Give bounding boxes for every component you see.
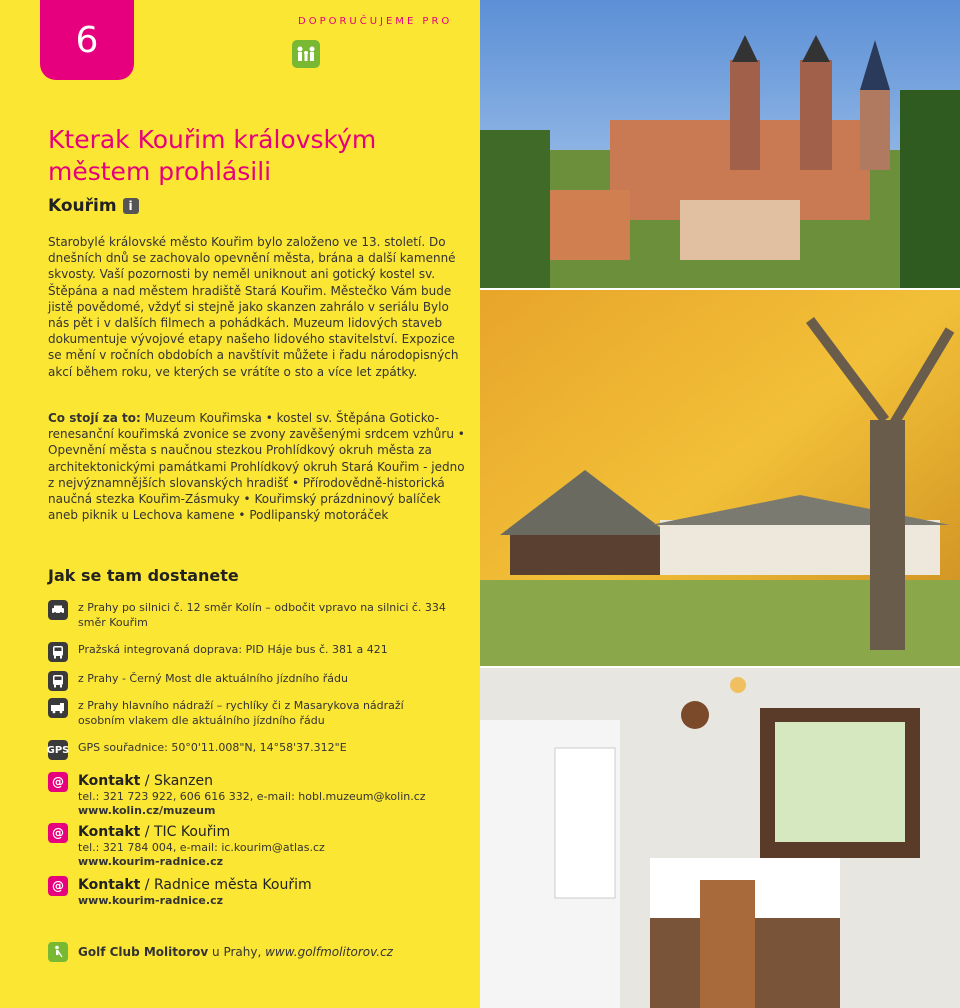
- golf-line: [48, 942, 448, 962]
- info-icon: i: [123, 198, 139, 214]
- recommend-label: DOPORUČUJEME PRO: [298, 16, 453, 27]
- contact-web[interactable]: www.kolin.cz/muzeum: [78, 804, 216, 817]
- location-name: Kouřim: [48, 196, 117, 216]
- bus-icon: [48, 671, 68, 691]
- town-photo: [480, 0, 960, 288]
- directions-train: [48, 698, 448, 728]
- directions-car: [48, 600, 448, 630]
- directions-bus-pid: [48, 642, 448, 662]
- at-icon: @: [48, 823, 68, 843]
- contact-tic: [48, 823, 448, 869]
- location-heading: [48, 196, 139, 216]
- skanzen-autumn-photo: [480, 290, 960, 666]
- contact-phone: tel.: 321 784 004, e-mail: ic.kourim@atlas.cz: [78, 841, 325, 854]
- interior-photo: [480, 668, 960, 1008]
- contact-label: Kontakt: [78, 773, 141, 789]
- bus-cerny-most-text: z Prahy - Černý Most dle aktuálního jízdního řádu: [78, 672, 348, 685]
- directions-bus-cerny-most: [48, 671, 448, 691]
- at-icon: @: [48, 772, 68, 792]
- directions-gps: [48, 740, 448, 760]
- contact-label: Kontakt: [78, 824, 141, 840]
- sights-text: Muzeum Kouřimska • kostel sv. Štěpána Goticko-renesanční kouřimská zvonice se zvony zavěšenými srdcem vzhůru • Opevnění města s naučnou stezkou Prohlídkový okruh města za architektonickými památkami Prohlídkový okruh Stará Kouřim - jedno z nejvýznamnějších slovanských hradišť • Přírodovědně-historická naučná stezka Kouřim-Zásmuky • Kouřimský prázdninový balíček aneb piknik u Lechova kamene • Podlipanský motoráček: [48, 411, 465, 523]
- golf-web[interactable]: www.golfmolitorov.cz: [265, 945, 393, 959]
- contact-skanzen: [48, 772, 448, 818]
- contact-web[interactable]: www.kourim-radnice.cz: [78, 894, 223, 907]
- bus-icon: [48, 642, 68, 662]
- golf-name: Golf Club Molitorov: [78, 945, 209, 959]
- golf-rest: u Prahy,: [208, 945, 266, 959]
- car-directions-text: z Prahy po silnici č. 12 směr Kolín – odbočit vpravo na silnici č. 334 směr Kouřim: [78, 601, 446, 629]
- train-icon: [48, 698, 68, 718]
- contact-radnice: [48, 876, 448, 908]
- golf-icon: [48, 942, 68, 962]
- photo-column: [480, 0, 960, 1008]
- train-text: z Prahy hlavního nádraží – rychlíky či z Masarykova nádraží osobním vlakem dle aktuálního jízdního řádu: [78, 699, 404, 727]
- page-title: Kterak Kouřim královským městem prohlásili: [48, 125, 377, 186]
- gps-text: GPS souřadnice: 50°0'11.008"N, 14°58'37.312"E: [78, 741, 347, 754]
- contact-name: / Radnice města Kouřim: [144, 877, 312, 893]
- at-icon: @: [48, 876, 68, 896]
- directions-heading: Jak se tam dostanete: [48, 566, 239, 585]
- contact-web[interactable]: www.kourim-radnice.cz: [78, 855, 223, 868]
- gps-icon: GPS: [48, 740, 68, 760]
- contact-name: / TIC Kouřim: [144, 824, 231, 840]
- intro-text: Starobylé královské město Kouřim bylo založeno ve 13. století. Do dnešních dnů se zachovalo opevnění města, brána a další kamenné skvosty. Vaší pozornosti by neměl uniknout ani gotický kostel sv. Štěpána a nad městem hradiště Stará Kouřim. Městečko Vám bude jistě povědomé, vždyť si stejně jako skanzen zahrálo v seriálu Bylo nás pět i v dalších filmech a pohádkách. Muzeum lidových staveb dokumentuje vývojové etapy našeho lidového stavitelství. Expozice se mění v ročních obdobích a navštívit můžete i řadu národopisných akcí během roku, ve kterých se vrátíte o sto a více let zpátky.: [48, 235, 459, 379]
- page-number-badge: 6: [40, 0, 134, 80]
- sights-paragraph: [48, 410, 468, 523]
- contact-label: Kontakt: [78, 877, 141, 893]
- car-icon: [48, 600, 68, 620]
- contact-phone: tel.: 321 723 922, 606 616 332, e-mail: hobl.muzeum@kolin.cz: [78, 790, 426, 803]
- sights-label: Co stojí za to:: [48, 411, 141, 425]
- bus-pid-text: Pražská integrovaná doprava: PID Háje bus č. 381 a 421: [78, 643, 388, 656]
- family-icon: [292, 40, 320, 68]
- contact-name: / Skanzen: [144, 773, 213, 789]
